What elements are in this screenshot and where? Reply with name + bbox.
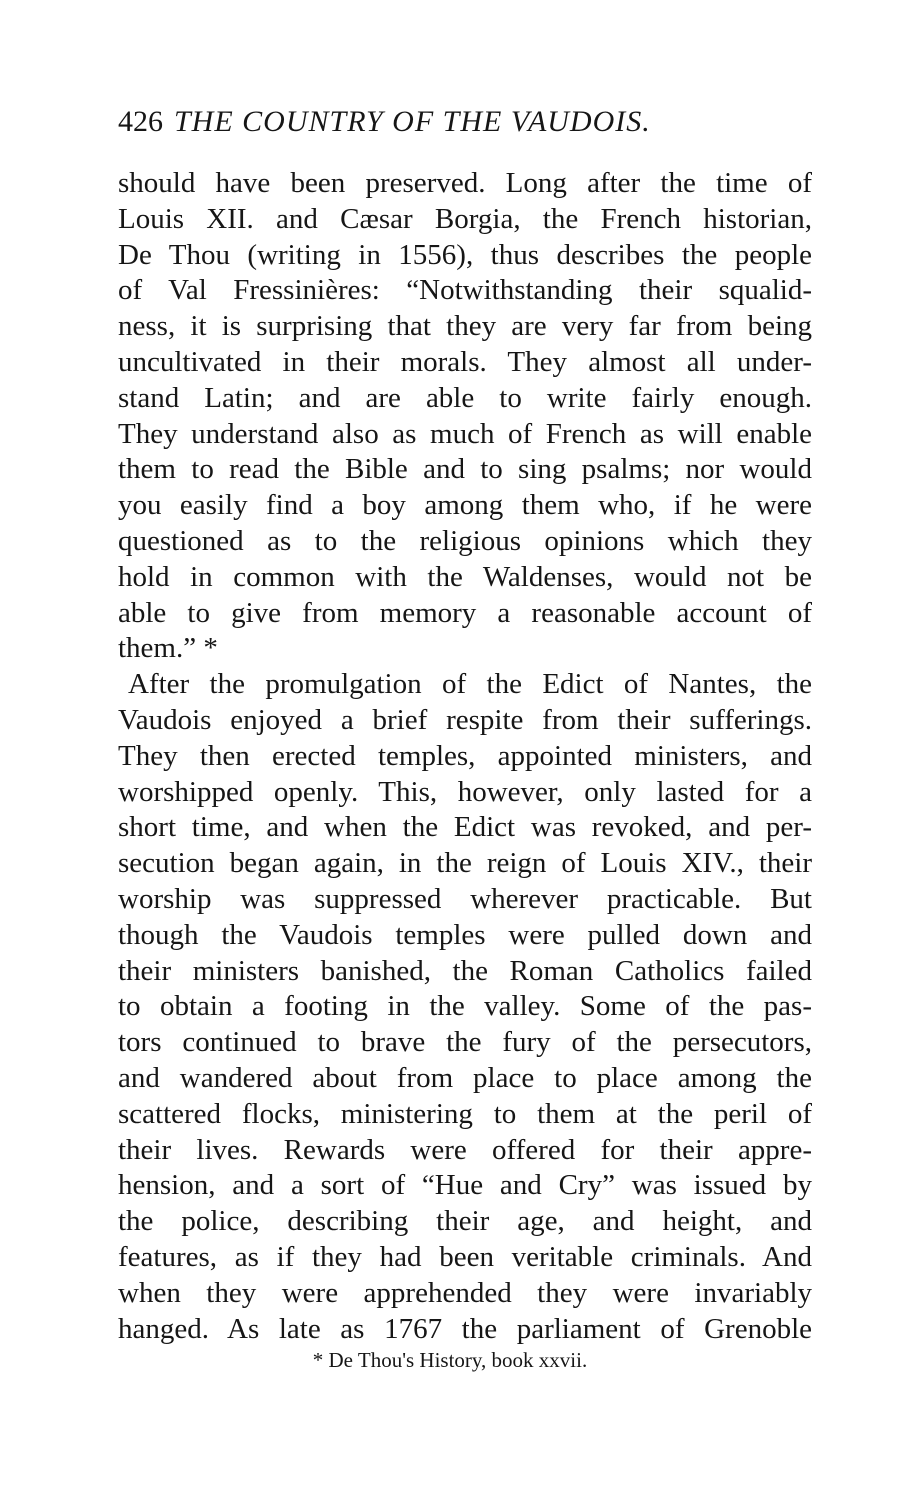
text-line: De Thou (writing in 1556), thus describes the people: [118, 238, 812, 271]
text-line: They then erected temples, appointed ministers, and: [118, 739, 812, 772]
text-line: ness, it is surprising that they are very far from being: [118, 310, 812, 343]
text-line: their lives. Rewards were offered for their appre-: [118, 1133, 812, 1166]
text-line: scattered flocks, ministering to them at the peril of: [118, 1097, 812, 1130]
text-line: After the promulgation of the Edict of Nantes, the: [128, 668, 812, 701]
text-line: the police, describing their age, and height, and: [118, 1205, 812, 1238]
body-text: [118, 166, 812, 1347]
text-line: of Val Fressinières: “Notwithstanding their squalid-: [118, 274, 812, 307]
text-line: though the Vaudois temples were pulled down and: [118, 918, 812, 951]
text-line: questioned as to the religious opinions which they: [118, 524, 812, 557]
text-line: you easily find a boy among them who, if he were: [118, 489, 812, 522]
text-line: to obtain a footing in the valley. Some of the pas-: [118, 990, 812, 1023]
text-line: Vaudois enjoyed a brief respite from their sufferings.: [118, 703, 812, 736]
footnote: * De Thou's History, book xxvii.: [312, 1348, 588, 1372]
text-line: them.” *: [118, 632, 218, 665]
text-line: uncultivated in their morals. They almost all under-: [118, 345, 812, 378]
text-line: Louis XII. and Cæsar Borgia, the French historian,: [118, 202, 812, 235]
text-line: tors continued to brave the fury of the persecutors,: [118, 1026, 812, 1059]
running-title: THE COUNTRY OF THE VAUDOIS.: [174, 105, 651, 138]
text-line: hension, and a sort of “Hue and Cry” was issued by: [118, 1169, 812, 1202]
text-line: They understand also as much of French as will enable: [118, 417, 812, 450]
running-head: [118, 104, 818, 140]
text-line: features, as if they had been veritable criminals. And: [118, 1240, 812, 1273]
text-line: stand Latin; and are able to write fairly enough.: [118, 381, 812, 414]
text-line: worshipped openly. This, however, only lasted for a: [118, 775, 812, 808]
text-line: able to give from memory a reasonable account of: [118, 596, 812, 629]
text-line: when they were apprehended they were invariably: [118, 1276, 812, 1309]
text-line: hold in common with the Waldenses, would not be: [118, 560, 812, 593]
page-number: 426: [118, 105, 163, 138]
text-line: short time, and when the Edict was revoked, and per-: [118, 811, 812, 844]
text-line: worship was suppressed wherever practicable. But: [118, 882, 812, 915]
text-line: secution began again, in the reign of Louis XIV., their: [118, 847, 812, 880]
text-line: them to read the Bible and to sing psalms; nor would: [118, 453, 812, 486]
text-line: their ministers banished, the Roman Catholics failed: [118, 954, 812, 987]
text-line: hanged. As late as 1767 the parliament of Grenoble: [118, 1312, 812, 1345]
text-line: should have been preserved. Long after the time of: [118, 167, 812, 199]
text-line: and wandered about from place to place among the: [118, 1061, 812, 1094]
